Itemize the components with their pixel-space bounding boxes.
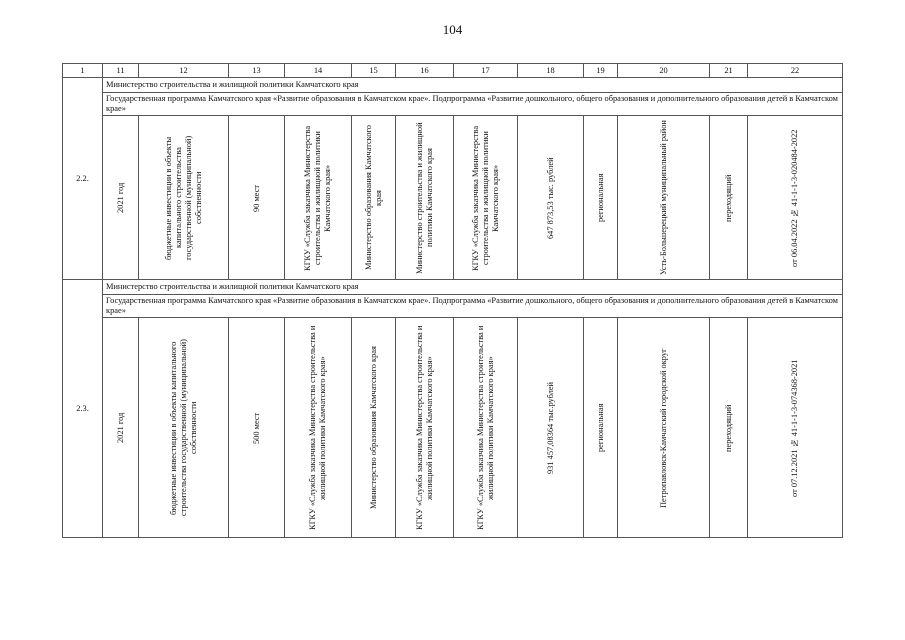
column-header: 16	[396, 64, 454, 78]
investment-table	[62, 63, 843, 538]
data-cell: Министерство образования Камчатского края	[352, 318, 396, 538]
column-header: 17	[454, 64, 518, 78]
column-header: 14	[285, 64, 352, 78]
data-cell: КГКУ «Служба заказчика Министерства строительства и жилищной политики Камчатского края»	[285, 318, 352, 538]
data-cell: Усть-Большерецкий муниципальный район	[618, 116, 710, 280]
table-row	[63, 318, 843, 538]
data-cell: бюджетные инвестиции в объекты капитального строительства государственной (муниципальной) собственности	[139, 318, 229, 538]
data-cell: Петропавловск-Камчатский городской округ	[618, 318, 710, 538]
data-cell: КГКУ «Служба заказчика Министерства строительства и жилищной политики Камчатского края»	[454, 116, 518, 280]
column-header: 11	[103, 64, 139, 78]
column-header: 22	[748, 64, 843, 78]
data-cell: КГКУ «Служба заказчика Министерства строительства и жилищной политики Камчатского края»	[454, 318, 518, 538]
table-row	[63, 93, 843, 116]
column-header: 21	[710, 64, 748, 78]
column-header: 15	[352, 64, 396, 78]
table-row	[63, 116, 843, 280]
program-cell: Государственная программа Камчатского края «Развитие образования в Камчатском крае». Подпрограмма «Развитие дошкольного, общего образования и дополнительного образования детей в Камчатском крае»	[103, 93, 843, 116]
data-cell: 2021 год	[103, 116, 139, 280]
data-cell: от 07.12.2021 № 41-1-1-3-074368-2021	[748, 318, 843, 538]
column-header: 20	[618, 64, 710, 78]
data-cell: КГКУ «Служба заказчика Министерства строительства и жилищной политики Камчатского края»	[285, 116, 352, 280]
data-cell: КГКУ «Служба заказчика Министерства строительства и жилищной политики Камчатского края»	[396, 318, 454, 538]
data-cell: переходящий	[710, 318, 748, 538]
data-cell: бюджетные инвестиции в объекты капитального строительства государственной (муниципальной) собственности	[139, 116, 229, 280]
row-number: 2.3.	[63, 280, 103, 538]
table-row	[63, 295, 843, 318]
data-cell: 90 мест	[229, 116, 285, 280]
ministry-cell: Министерство строительства и жилищной политики Камчатского края	[103, 78, 843, 93]
ministry-cell: Министерство строительства и жилищной политики Камчатского края	[103, 280, 843, 295]
data-cell: 647 873,53 тыс. рублей	[518, 116, 584, 280]
data-cell: региональная	[584, 318, 618, 538]
column-header: 18	[518, 64, 584, 78]
data-cell: региональная	[584, 116, 618, 280]
data-cell: Министерство образования Камчатского края	[352, 116, 396, 280]
page-number: 104	[442, 22, 463, 37]
table-row	[63, 78, 843, 93]
data-cell: 500 мест	[229, 318, 285, 538]
program-cell: Государственная программа Камчатского края «Развитие образования в Камчатском крае». Подпрограмма «Развитие дошкольного, общего образования и дополнительного образования детей в Камчатском крае»	[103, 295, 843, 318]
column-header: 19	[584, 64, 618, 78]
column-header: 1	[63, 64, 103, 78]
data-cell: 931 457,08364 тыс.рублей	[518, 318, 584, 538]
column-header: 13	[229, 64, 285, 78]
data-cell: Министерство строительства и жилищной политики Камчатского края	[396, 116, 454, 280]
table-row	[63, 280, 843, 295]
data-cell: 2021 год	[103, 318, 139, 538]
data-cell: переходящий	[710, 116, 748, 280]
header-row	[63, 64, 843, 78]
row-number: 2.2.	[63, 78, 103, 280]
data-cell: от 06.04.2022 № 41-1-1-3-020484-2022	[748, 116, 843, 280]
column-header: 12	[139, 64, 229, 78]
